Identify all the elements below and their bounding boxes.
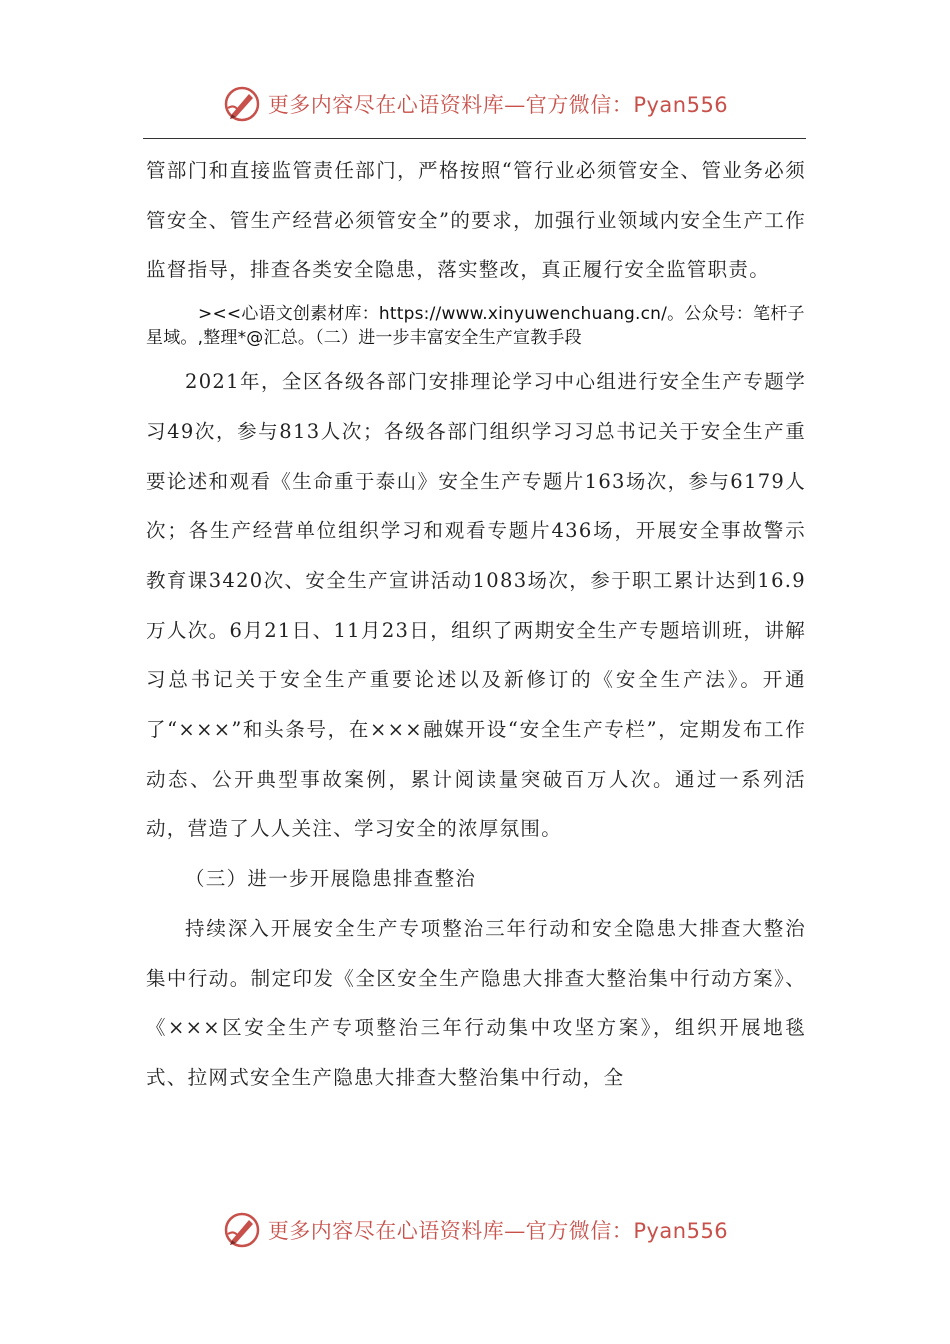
paragraph-3: 持续深入开展安全生产专项整治三年行动和安全隐患大排查大整治集中行动。制定印发《全区安全生产隐患大排查大整治集中行动方案》、《×××区安全生产专项整治三年行动集中攻坚方案》，组织开展地毯式、拉网式安全生产隐患大排查大整治集中行动，全 — [146, 916, 806, 1089]
paragraph-2: 2021年，全区各级各部门安排理论学习中心组进行安全生产专题学习49次，参与813人次；各级各部门组织学习习总书记关于安全生产重要论述和观看《生命重于泰山》安全生产专题片163场次，参与6179人次；各生产经营单位组织学习和观看专题片436场，开展安全事故警示教育课3420次、安全生产宣讲活动1083场次，参于职工累计达到16.9万人次。6月21日、11月23日，组织了两期安全生产专题培训班，讲解习总书记关于安全生产重要论述以及新修订的《安全生产法》。开通了“×××”和头条号，在×××融媒开设“安全生产专栏”，定期发布工作动态、公开典型事故案例，累计阅读量突破百万人次。通过一系列活动，营造了人人关注、学习安全的浓厚氛围。 — [146, 370, 806, 841]
header-rule — [143, 138, 806, 139]
document-body — [146, 146, 806, 1103]
header-banner-text: 更多内容尽在心语资料库—官方微信：Pyan556 — [267, 93, 729, 117]
section-heading-3: （三）进一步开展隐患排查整治 — [185, 867, 477, 891]
footer-banner — [0, 1206, 950, 1254]
footer-banner-text: 更多内容尽在心语资料库—官方微信：Pyan556 — [267, 1219, 729, 1243]
watermark-note: ><<心语文创素材库：https://www.xinyuwenchuang.cn/。公众号：笔杆子星域。,整理*@汇总。（二）进一步丰富安全生产宣教手段 — [146, 304, 805, 349]
pen-seal-icon — [222, 84, 262, 124]
pen-seal-icon — [222, 1210, 262, 1250]
paragraph-1: 管部门和直接监管责任部门，严格按照“管行业必须管安全、管业务必须管安全、管生产经营必须管安全”的要求，加强行业领域内安全生产工作监督指导，排查各类安全隐患，落实整改，真正履行安全监管职责。 — [146, 159, 806, 282]
header-banner — [0, 80, 950, 128]
